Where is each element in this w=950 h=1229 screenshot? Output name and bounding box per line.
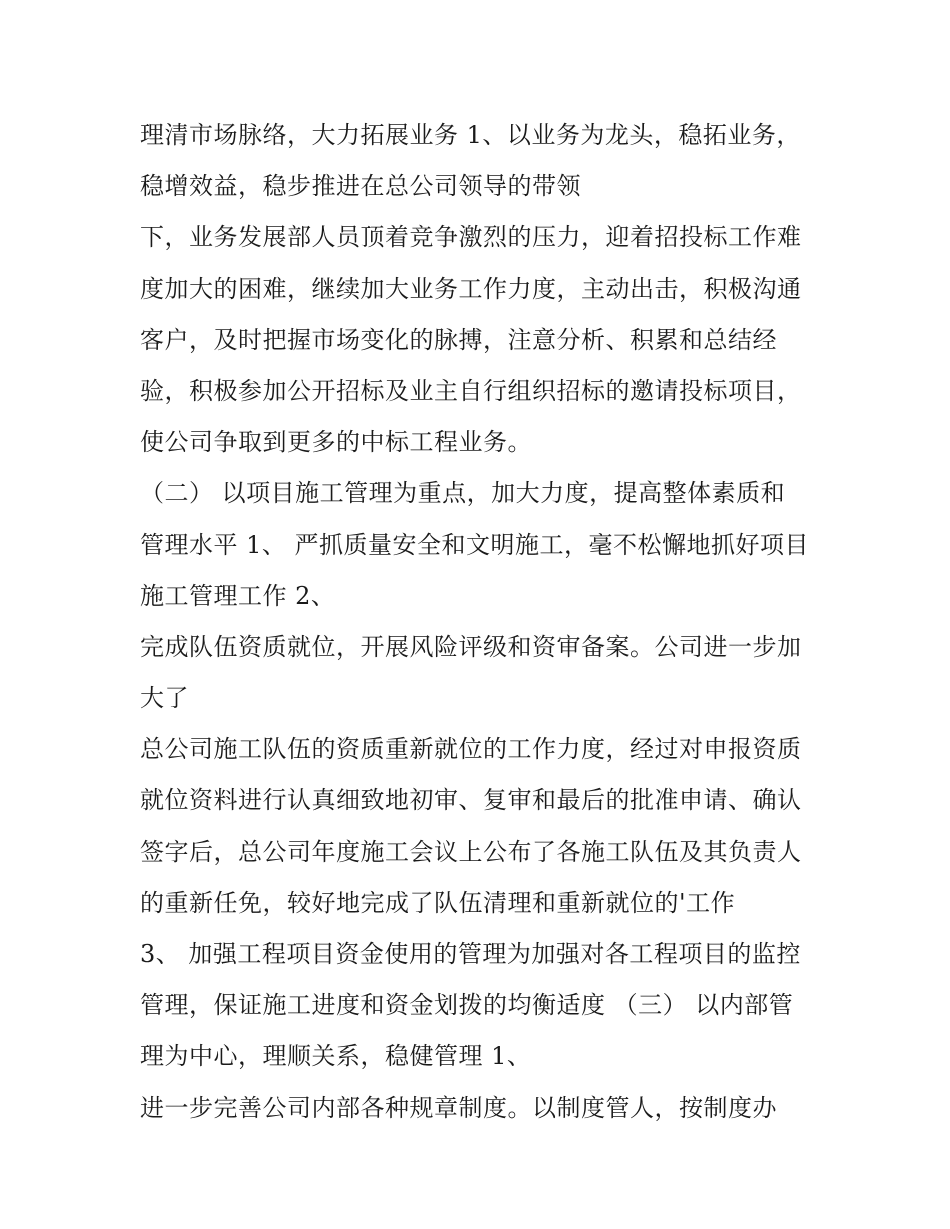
text-line: 下，业务发展部人员顶着竞争激烈的压力，迎着招投标工作难 bbox=[140, 223, 802, 252]
text-line: 验，积极参加公开招标及业主自行组织招标的邀请投标项目， bbox=[140, 376, 802, 405]
body-text bbox=[140, 110, 830, 1134]
text-line: 管理水平 1、 严抓质量安全和文明施工，毫不松懈地抓好项目 bbox=[140, 530, 810, 559]
text-line: 度加大的困难，继续加大业务工作力度，主动出击，积极沟通 bbox=[140, 274, 802, 303]
text-line: 3、 加强工程项目资金使用的管理为加强对各工程项目的监控 bbox=[140, 940, 801, 968]
text-line: 使公司争取到更多的中标工程业务。 bbox=[140, 428, 532, 457]
text-line: 稳增效益，稳步推进在总公司领导的带领 bbox=[140, 172, 581, 201]
text-line: 进一步完善公司内部各种规章制度。以制度管人，按制度办 bbox=[140, 1093, 777, 1122]
text-line: 完成队伍资质就位，开展风险评级和资审备案。公司进一步加 bbox=[140, 632, 802, 661]
text-line: 就位资料进行认真细致地初审、复审和最后的批准申请、确认 bbox=[140, 786, 802, 815]
text-line: 施工管理工作 2、 bbox=[140, 581, 336, 610]
text-line: 理清市场脉络，大力拓展业务 1、以业务为龙头，稳拓业务， bbox=[140, 121, 801, 149]
text-line: 的重新任免，较好地完成了队伍清理和重新就位的'工作 bbox=[140, 888, 736, 917]
text-line: 管理，保证施工进度和资金划拨的均衡适度 （三） 以内部管 bbox=[140, 991, 794, 1020]
text-line: 签字后，总公司年度施工会议上公布了各施工队伍及其负责人 bbox=[140, 837, 802, 866]
text-line: 总公司施工队伍的资质重新就位的工作力度，经过对申报资质 bbox=[140, 735, 802, 764]
text-line: （二） 以项目施工管理为重点，加大力度，提高整体素质和 bbox=[140, 479, 786, 508]
text-line: 客户，及时把握市场变化的脉搏，注意分析、积累和总结经 bbox=[140, 325, 777, 354]
text-line: 理为中心，理顺关系，稳健管理 1、 bbox=[140, 1042, 532, 1071]
text-line: 大了 bbox=[140, 684, 189, 713]
